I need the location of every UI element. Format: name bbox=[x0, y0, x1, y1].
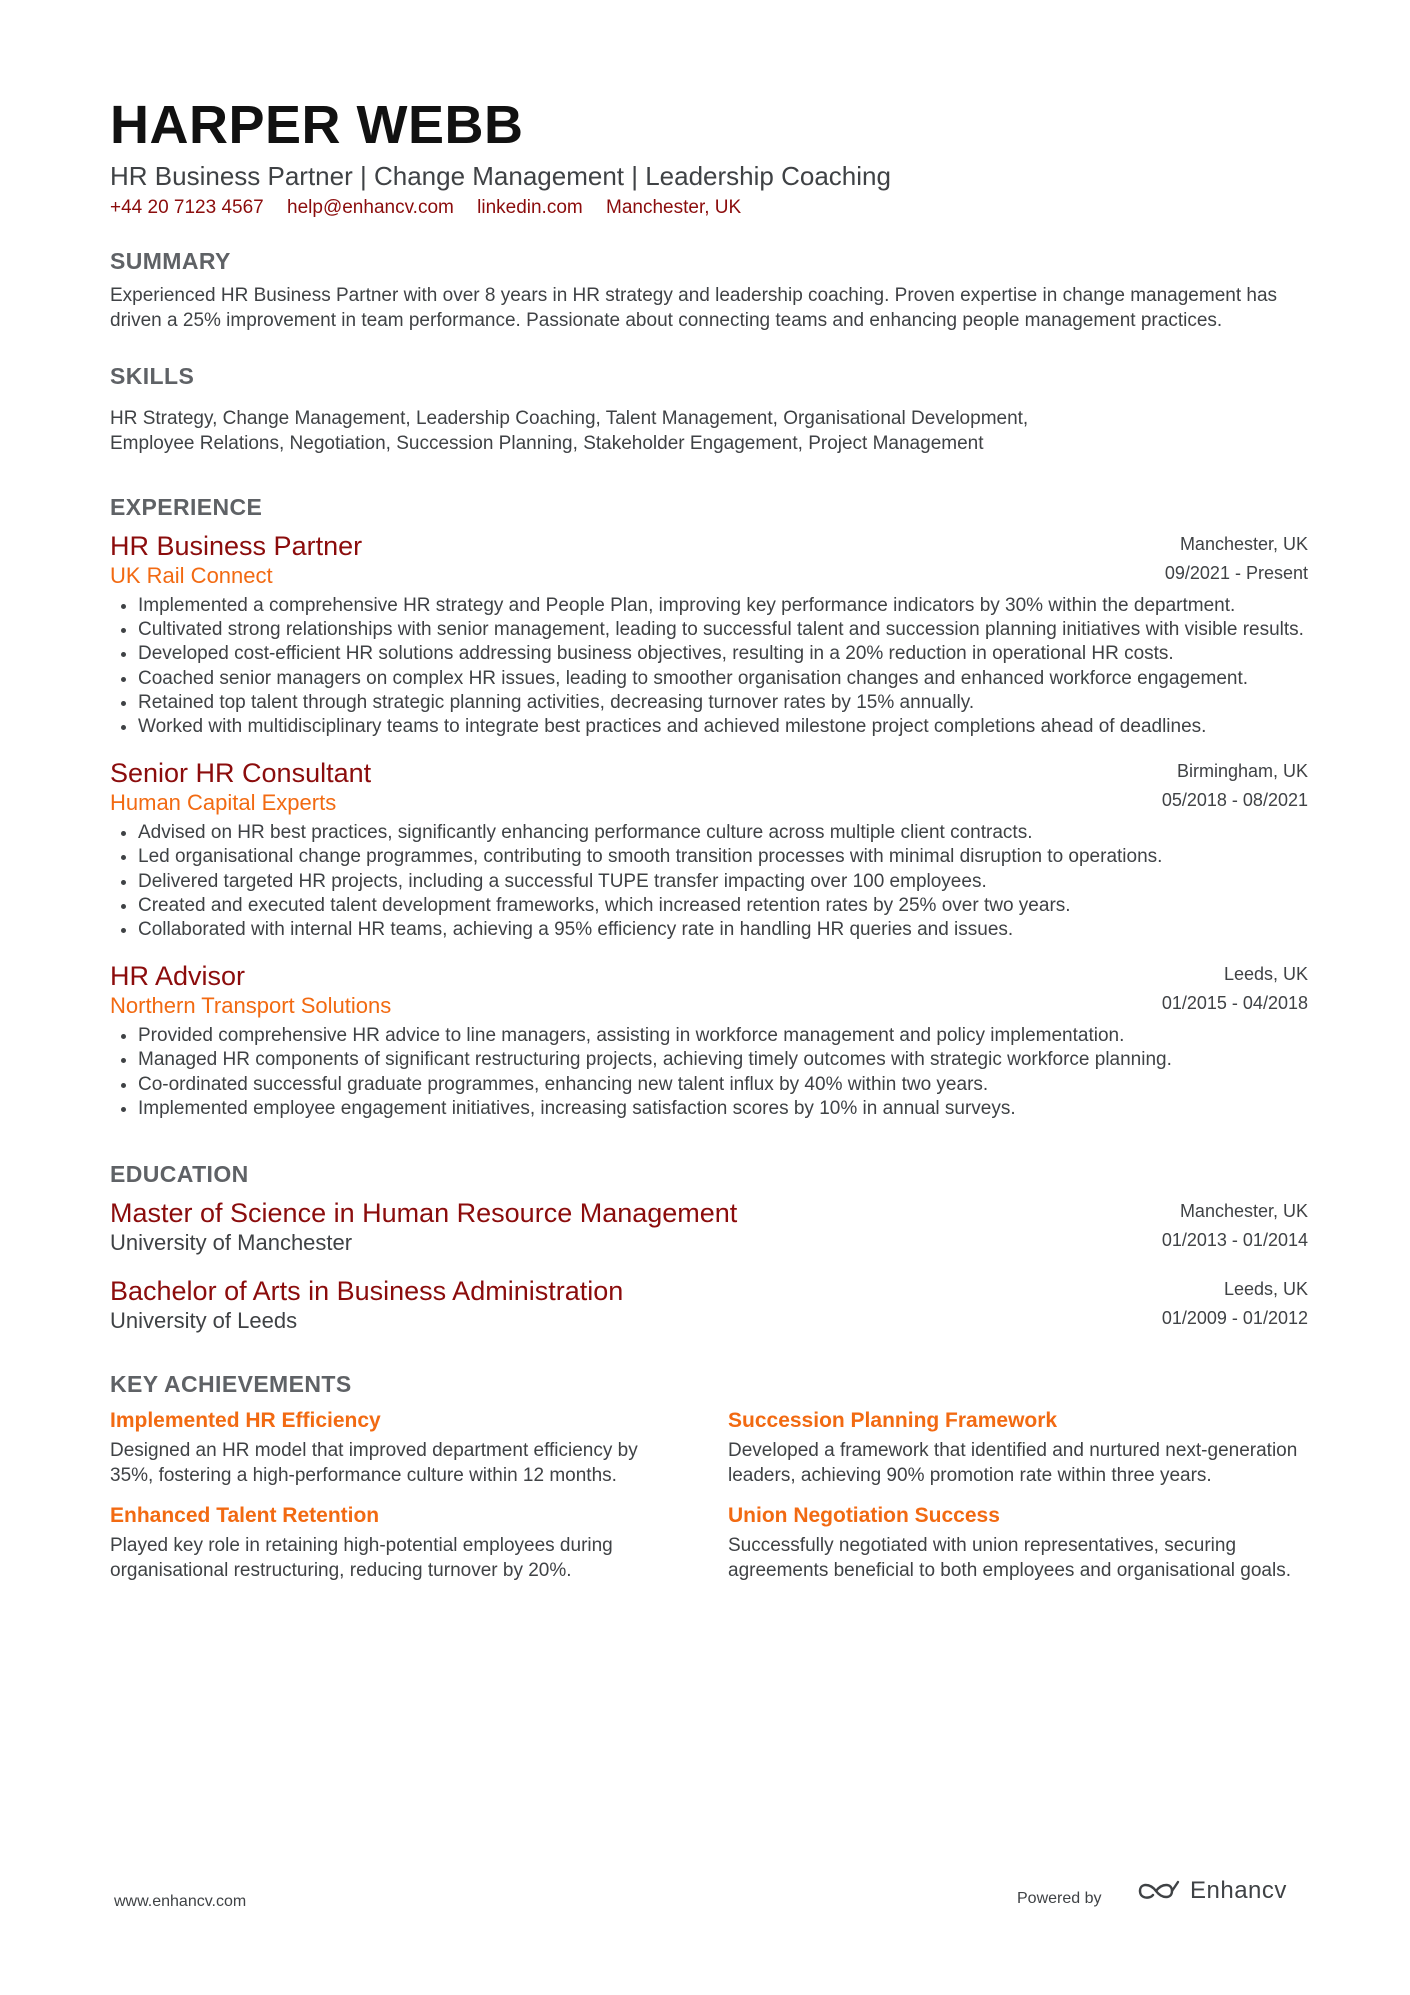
headline: HR Business Partner | Change Management | Leadership Coaching bbox=[110, 161, 891, 191]
job-bullets bbox=[110, 594, 1308, 739]
achievement-title: Succession Planning Framework bbox=[728, 1409, 1058, 1433]
education-degree: Master of Science in Human Resource Management bbox=[110, 1198, 738, 1229]
education-header bbox=[110, 1197, 1308, 1257]
resume-header bbox=[110, 96, 1308, 220]
achievement-title: Implemented HR Efficiency bbox=[110, 1409, 381, 1433]
job-bullet: • Developed cost-efficient HR solutions addressing business objectives, resulting in a 20% reduction in operational HR costs. bbox=[138, 642, 1308, 666]
achievement-text: Developed a framework that identified and nurtured next-generation leaders, achieving 90% promotion rate within three years. bbox=[728, 1440, 1298, 1486]
job-meta bbox=[1165, 530, 1308, 588]
skills-list bbox=[110, 407, 1120, 456]
achievement-item bbox=[110, 1502, 670, 1583]
job-meta bbox=[1162, 757, 1308, 815]
job-role: HR Business Partner bbox=[110, 531, 363, 561]
brand-logo[interactable] bbox=[1136, 1877, 1287, 1905]
skill-item: Negotiation, bbox=[289, 432, 391, 454]
job-bullet: • Implemented employee engagement initiatives, increasing satisfaction scores by 10% in annual surveys. bbox=[138, 1097, 1308, 1121]
job-bullets bbox=[110, 821, 1308, 942]
job-bullet: • Advised on HR best practices, significantly enhancing performance culture across multiple client contracts. bbox=[138, 821, 1308, 845]
education-titles bbox=[110, 1197, 737, 1257]
job-dates: 01/2015 - 04/2018 bbox=[1161, 993, 1308, 1014]
job-bullet: • Retained top talent through strategic planning activities, decreasing turnover rates by 15% annually. bbox=[138, 691, 1308, 715]
section-title-summary: SUMMARY bbox=[110, 248, 231, 274]
contact-phone[interactable]: +44 20 7123 4567 bbox=[110, 197, 264, 218]
skill-item: Employee Relations, bbox=[110, 432, 285, 454]
job-bullet: • Managed HR components of significant restructuring projects, achieving timely outcomes with strategic workforce planning. bbox=[138, 1048, 1308, 1072]
job-meta bbox=[1162, 960, 1308, 1018]
section-title-achievements: KEY ACHIEVEMENTS bbox=[110, 1371, 352, 1398]
achievement-item bbox=[110, 1407, 670, 1488]
job-titles bbox=[110, 960, 391, 1020]
achievement-title: Union Negotiation Success bbox=[728, 1504, 1000, 1528]
job-bullet: • Co-ordinated successful graduate programmes, enhancing new talent influx by 40% within two years. bbox=[138, 1073, 1308, 1097]
job-role: HR Advisor bbox=[110, 961, 246, 992]
achievement-text: Successfully negotiated with union representatives, securing agreements beneficial to both employees and organisational goals. bbox=[728, 1535, 1291, 1581]
job-header bbox=[110, 960, 1308, 1020]
job-bullet: • Cultivated strong relationships with senior management, leading to successful talent and succession planning initiatives with visible results. bbox=[138, 618, 1308, 642]
education-location: Leeds, UK bbox=[1223, 1279, 1308, 1300]
section-title-experience: EXPERIENCE bbox=[110, 494, 263, 520]
skill-item: HR Strategy, bbox=[110, 408, 218, 429]
achievements-grid bbox=[110, 1407, 1308, 1583]
job-bullet: • Implemented a comprehensive HR strategy and People Plan, improving key performance indicators by 30% within the department. bbox=[138, 594, 1308, 618]
skill-item: Project Management bbox=[808, 432, 984, 454]
summary-text: Experienced HR Business Partner with over 8 years in HR strategy and leadership coaching. Proven expertise in change management has driven a 25% improvement in team performance. Passionate about connecting teams and enhancing people management practices. bbox=[110, 285, 1278, 331]
education-entry bbox=[110, 1197, 1308, 1257]
powered-by-label: Powered by bbox=[1017, 1890, 1102, 1907]
education-entry bbox=[110, 1275, 1308, 1335]
education-dates: 01/2013 - 01/2014 bbox=[1161, 1230, 1308, 1251]
job-bullet: • Led organisational change programmes, contributing to smooth transition processes with minimal disruption to operations. bbox=[138, 845, 1308, 869]
job-role: Senior HR Consultant bbox=[110, 758, 372, 789]
education-meta bbox=[1162, 1197, 1308, 1255]
job-bullet: • Collaborated with internal HR teams, achieving a 95% efficiency rate in handling HR queries and issues. bbox=[138, 918, 1308, 942]
job-bullets bbox=[110, 1024, 1308, 1121]
job-bullet: • Coached senior managers on complex HR issues, leading to smoother organisation changes and enhanced workforce engagement. bbox=[138, 667, 1308, 691]
job-dates: 05/2018 - 08/2021 bbox=[1161, 790, 1308, 811]
job-company: Human Capital Experts bbox=[110, 790, 337, 816]
candidate-name: HARPER WEBB bbox=[110, 95, 524, 155]
skill-item: Leadership Coaching, bbox=[415, 408, 601, 429]
skill-item: Talent Management, bbox=[605, 408, 778, 429]
job-header bbox=[110, 530, 1308, 590]
skill-item: Organisational Development, bbox=[783, 408, 1029, 429]
education-school: University of Leeds bbox=[110, 1308, 298, 1334]
contact-location: Manchester, UK bbox=[606, 197, 742, 218]
job-company: UK Rail Connect bbox=[110, 563, 273, 588]
experience-section bbox=[110, 492, 1308, 1121]
job-bullet: • Worked with multidisciplinary teams to integrate best practices and achieved milestone project completions ahead of deadlines. bbox=[138, 715, 1308, 739]
education-section bbox=[110, 1159, 1308, 1335]
job-location: Leeds, UK bbox=[1223, 964, 1308, 985]
education-location: Manchester, UK bbox=[1179, 1201, 1308, 1222]
skill-item: Change Management, bbox=[222, 408, 411, 429]
summary-section bbox=[110, 246, 1308, 333]
job-bullet: • Created and executed talent development frameworks, which increased retention rates by 25% over two years. bbox=[138, 894, 1308, 918]
footer-website-link[interactable]: www.enhancv.com bbox=[114, 1893, 247, 1910]
education-meta bbox=[1162, 1275, 1308, 1333]
section-title-skills: SKILLS bbox=[110, 363, 195, 389]
education-header bbox=[110, 1275, 1308, 1335]
achievement-text: Designed an HR model that improved department efficiency by 35%, fostering a high-performance culture within 12 months. bbox=[110, 1440, 638, 1486]
job-dates: 09/2021 - Present bbox=[1164, 563, 1308, 583]
job-bullet: • Provided comprehensive HR advice to line managers, assisting in workforce management and policy implementation. bbox=[138, 1024, 1308, 1048]
education-dates: 01/2009 - 01/2012 bbox=[1161, 1308, 1308, 1329]
job-header bbox=[110, 757, 1308, 817]
education-titles bbox=[110, 1275, 623, 1335]
contact-email[interactable]: help@enhancv.com bbox=[287, 197, 454, 218]
contact-line bbox=[110, 196, 1308, 220]
brand-name: Enhancv bbox=[1190, 1877, 1287, 1904]
achievement-title: Enhanced Talent Retention bbox=[110, 1504, 380, 1528]
education-degree: Bachelor of Arts in Business Administration bbox=[110, 1276, 624, 1307]
contact-linkedin[interactable]: linkedin.com bbox=[477, 197, 583, 218]
job-entry bbox=[110, 960, 1308, 1121]
job-location: Manchester, UK bbox=[1179, 534, 1308, 554]
job-company: Northern Transport Solutions bbox=[110, 993, 392, 1019]
achievements-section bbox=[110, 1369, 1308, 1583]
skill-item: Succession Planning, bbox=[396, 432, 578, 454]
job-bullet: • Delivered targeted HR projects, including a successful TUPE transfer impacting over 100 employees. bbox=[138, 870, 1308, 894]
skill-item: Stakeholder Engagement, bbox=[583, 432, 803, 454]
job-location: Birmingham, UK bbox=[1176, 761, 1308, 782]
job-entry bbox=[110, 757, 1308, 942]
achievement-item bbox=[728, 1502, 1308, 1583]
enhancv-logo-icon bbox=[1136, 1878, 1182, 1904]
resume-content bbox=[110, 96, 1308, 1583]
job-titles bbox=[110, 530, 362, 590]
achievement-item bbox=[728, 1407, 1308, 1488]
skills-section bbox=[110, 361, 1308, 456]
section-title-education: EDUCATION bbox=[110, 1161, 249, 1188]
education-school: University of Manchester bbox=[110, 1230, 353, 1256]
job-titles bbox=[110, 757, 371, 817]
job-entry bbox=[110, 530, 1308, 739]
achievement-text: Played key role in retaining high-potential employees during organisational restructuring, reducing turnover by 20%. bbox=[110, 1535, 613, 1581]
